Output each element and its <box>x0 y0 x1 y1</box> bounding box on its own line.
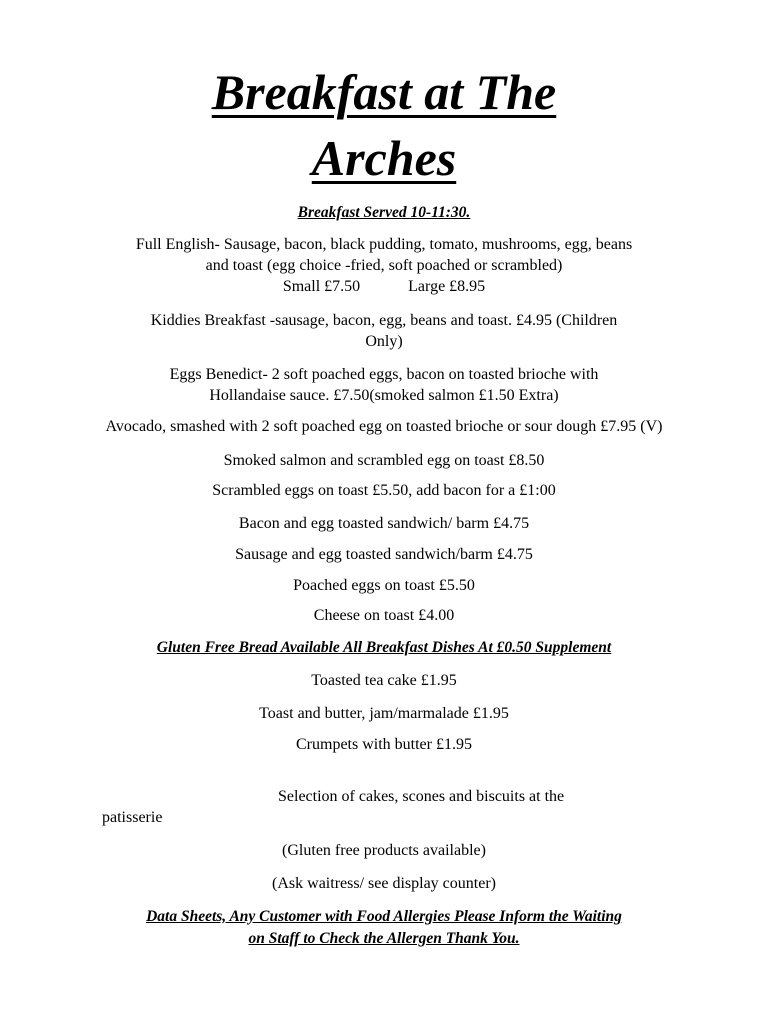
full-english-small-price: Small £7.50 <box>282 278 361 295</box>
toast-butter-item: Toast and butter, jam/marmalade £1.95 <box>259 705 509 722</box>
gluten-free-note: Gluten Free Bread Available All Breakfast Dishes At £0.50 Supplement <box>156 639 612 656</box>
scrambled-eggs-item: Scrambled eggs on toast £5.50, add bacon for a £1:00 <box>212 482 556 499</box>
menu-title-line-2: Arches <box>311 130 457 186</box>
kiddies-breakfast-line-2: Only) <box>365 333 403 350</box>
avocado-item: Avocado, smashed with 2 soft poached egg on toasted brioche or sour dough £7.95 (V) <box>105 418 663 435</box>
eggs-benedict-line-1: Eggs Benedict- 2 soft poached eggs, bacon on toasted brioche with <box>169 366 599 383</box>
gluten-free-products-note: (Gluten free products available) <box>282 842 486 859</box>
full-english-prices <box>0 276 768 297</box>
allergy-notice-line-1: Data Sheets, Any Customer with Food Allergies Please Inform the Waiting <box>146 908 622 925</box>
eggs-benedict-line-2: Hollandaise sauce. £7.50(smoked salmon £1.50 Extra) <box>209 387 559 404</box>
selection-line-2: patisserie <box>102 809 163 826</box>
crumpets-item: Crumpets with butter £1.95 <box>296 736 472 753</box>
allergy-notice-line-2: on Staff to Check the Allergen Thank You. <box>248 930 520 947</box>
sausage-egg-sandwich-item: Sausage and egg toasted sandwich/barm £4.75 <box>235 546 533 563</box>
full-english-description-line-2: and toast (egg choice -fried, soft poached or scrambled) <box>205 257 563 274</box>
menu-title-line-1: Breakfast at The <box>211 64 557 120</box>
served-times-heading: Breakfast Served 10-11:30. <box>297 204 471 221</box>
cheese-on-toast-item: Cheese on toast £4.00 <box>313 607 455 624</box>
kiddies-breakfast-line-1: Kiddies Breakfast -sausage, bacon, egg, beans and toast. £4.95 (Children <box>150 312 618 329</box>
selection-line-1: Selection of cakes, scones and biscuits at the <box>278 788 565 805</box>
bacon-egg-sandwich-item: Bacon and egg toasted sandwich/ barm £4.75 <box>238 515 530 532</box>
ask-waitress-note: (Ask waitress/ see display counter) <box>272 875 496 892</box>
full-english-description-line-1: Full English- Sausage, bacon, black pudding, tomato, mushrooms, egg, beans <box>135 236 633 253</box>
full-english-large-price: Large £8.95 <box>408 278 486 295</box>
tea-cake-item: Toasted tea cake £1.95 <box>311 672 457 689</box>
smoked-salmon-item: Smoked salmon and scrambled egg on toast £8.50 <box>223 452 545 469</box>
poached-eggs-item: Poached eggs on toast £5.50 <box>293 577 475 594</box>
